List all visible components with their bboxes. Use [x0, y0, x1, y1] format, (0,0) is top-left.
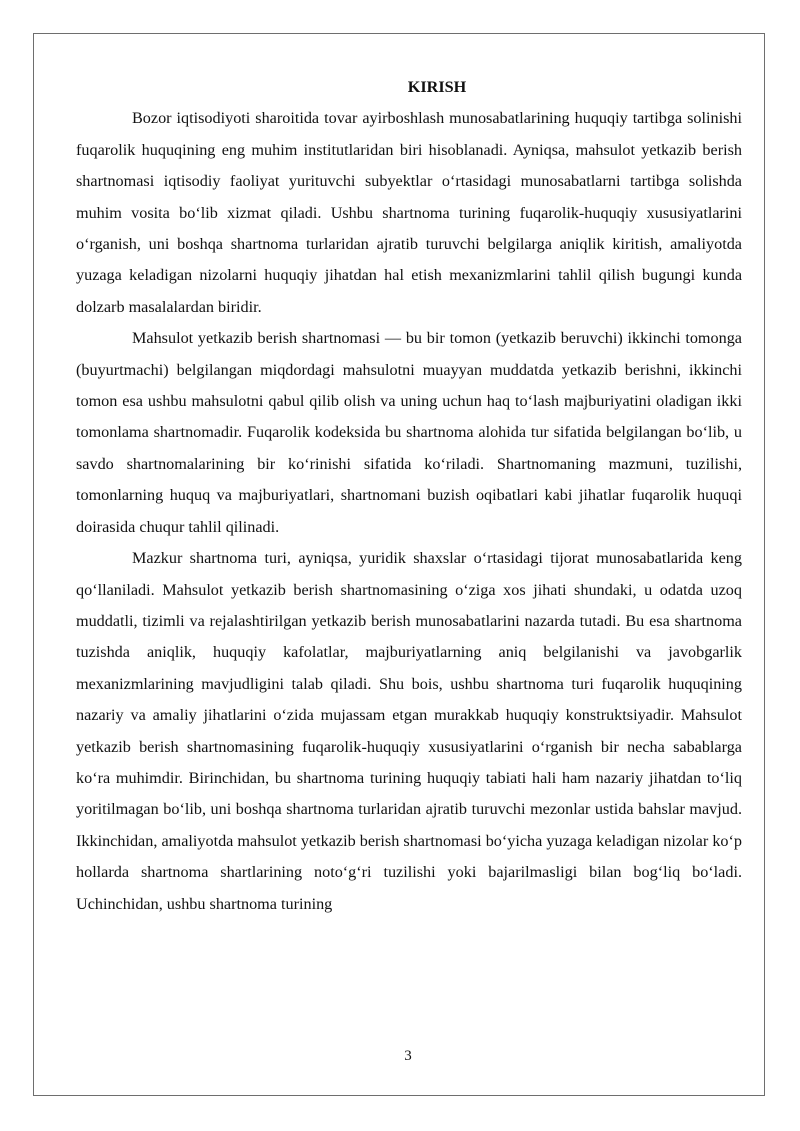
- paragraph-1: Bozor iqtisodiyoti sharoitida tovar ayirboshlash munosabatlarining huquqiy tartibga solinishi fuqarolik huquqining eng muhim institutlaridan biri hisoblanadi. Ayniqsa, mahsulot yetkazib berish shartnomasi iqtisodiy faoliyat yurituvchi subyektlar o‘rtasidagi munosabatlarni tartibga solishda muhim vosita bo‘lib xizmat qiladi. Ushbu shartnoma turining fuqarolik-huquqiy xususiyatlarini o‘rganish, uni boshqa shartnoma turlaridan ajratib turuvchi belgilarga aniqlik kiritish, amaliyotda yuzaga keladigan nizolarni huquqiy jihatdan hal etish mexanizmlarini tahlil qilish bugungi kunda dolzarb masalalardan biridir.: [76, 109, 742, 316]
- section-title: KIRISH: [407, 78, 467, 96]
- page-number: 3: [404, 1048, 412, 1064]
- paragraph-2: Mahsulot yetkazib berish shartnomasi — bu bir tomon (yetkazib beruvchi) ikkinchi tomonga (buyurtmachi) belgilangan miqdordagi mahsulotni muayyan muddatda yetkazib berishni, ikkinchi tomon esa ushbu mahsulotni qabul qilib olish va uning uchun haq to‘lash majburiyatini oladigan ikki tomonlama shartnomadir. Fuqarolik kodeksida bu shartnoma alohida tur sifatida belgilangan bo‘lib, u savdo shartnomalarining bir ko‘rinishi sifatida ko‘riladi. Shartnomaning mazmuni, tuzilishi, tomonlarning huquq va majburiyatlari, shartnomani buzish oqibatlari kabi jihatlar fuqarolik huquqi doirasida chuqur tahlil qilinadi.: [76, 329, 742, 536]
- document-body: [76, 72, 742, 920]
- paragraph-3: Mazkur shartnoma turi, ayniqsa, yuridik shaxslar o‘rtasidagi tijorat munosabatlarida keng qo‘llaniladi. Mahsulot yetkazib berish shartnomasining o‘ziga xos jihati shundaki, u odatda uzoq muddatli, tizimli va rejalashtirilgan yetkazib berish munosabatlarini nazarda tutadi. Bu esa shartnoma tuzishda aniqlik, huquqiy kafolatlar, majburiyatlarning aniq belgilanishi va javobgarlik mexanizmlarining mavjudligini talab qiladi. Shu bois, ushbu shartnoma turi fuqarolik huquqining nazariy va amaliy jihatlarini o‘zida mujassam etgan murakkab huquqiy konstruktsiyadir. Mahsulot yetkazib berish shartnomasining fuqarolik-huquqiy xususiyatlarini o‘rganish bir necha sabablarga ko‘ra muhimdir. Birinchidan, bu shartnoma turining huquqiy tabiati hali ham nazariy jihatdan to‘liq yoritilmagan bo‘lib, uni boshqa shartnoma turlaridan ajratib turuvchi mezonlar ustida bahslar mavjud. Ikkinchidan, amaliyotda mahsulot yetkazib berish shartnomasi bo‘yicha yuzaga keladigan nizolar ko‘p hollarda shartnoma shartlarining noto‘g‘ri tuzilishi yoki bajarilmasligi bilan bog‘liq bo‘ladi. Uchinchidan, ushbu shartnoma turining: [76, 549, 742, 913]
